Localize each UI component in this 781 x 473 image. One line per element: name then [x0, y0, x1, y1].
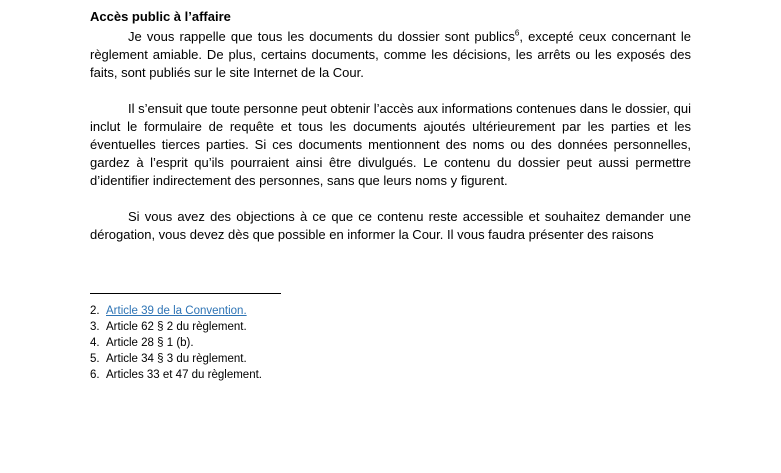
- footnote-number: 4.: [90, 337, 100, 349]
- paragraph-public-documents: [90, 28, 691, 82]
- footnotes-list: [90, 303, 690, 383]
- footnote-link[interactable]: Article 39 de la Convention.: [106, 305, 247, 317]
- paragraph-text: , excepté ceux concernant le règlement amiable. De plus, certains documents, comme les décisions, les arrêts ou les exposés des faits, sont publiés sur le site Internet de la Cour.: [90, 29, 691, 80]
- footnote-number: 2.: [90, 305, 100, 317]
- footnote-text: Article 34 § 3 du règlement.: [106, 353, 247, 365]
- footnote-text: Articles 33 et 47 du règlement.: [106, 369, 262, 381]
- footnote-text: Article 62 § 2 du règlement.: [106, 321, 247, 333]
- footnote-separator: [90, 293, 281, 294]
- footnote-item: [90, 303, 690, 319]
- paragraph-access-information: Il s’ensuit que toute personne peut obtenir l’accès aux informations contenues dans le dossier, qui inclut le formulaire de requête et tous les documents ajoutés ultérieurement par les parties et les éventuelles tierces parties. Si ces documents mentionnent des noms ou des données personnelles, gardez à l’esprit qu’ils pourraient ainsi être divulgués. Le contenu du dossier peut aussi permettre d’identifier indirectement des personnes, sans que leurs noms y figurent.: [90, 101, 691, 188]
- footnote-item: [90, 319, 690, 335]
- footnote-item: [90, 367, 690, 383]
- paragraph-objections: Si vous avez des objections à ce que ce contenu reste accessible et souhaitez demander une dérogation, vous devez dès que possible en informer la Cour. Il vous faudra présenter des raisons: [90, 209, 691, 242]
- footnote-item: [90, 351, 690, 367]
- document-body: [90, 8, 691, 262]
- paragraph-text: Je vous rappelle que tous les documents du dossier sont publics: [128, 29, 515, 44]
- section-heading: Accès public à l’affaire: [90, 9, 231, 24]
- footnote-reference: 6: [514, 28, 520, 38]
- footnote-item: [90, 335, 690, 351]
- footnote-number: 6.: [90, 369, 100, 381]
- footnote-number: 5.: [90, 353, 100, 365]
- footnote-number: 3.: [90, 321, 100, 333]
- footnote-text: Article 28 § 1 (b).: [106, 337, 194, 349]
